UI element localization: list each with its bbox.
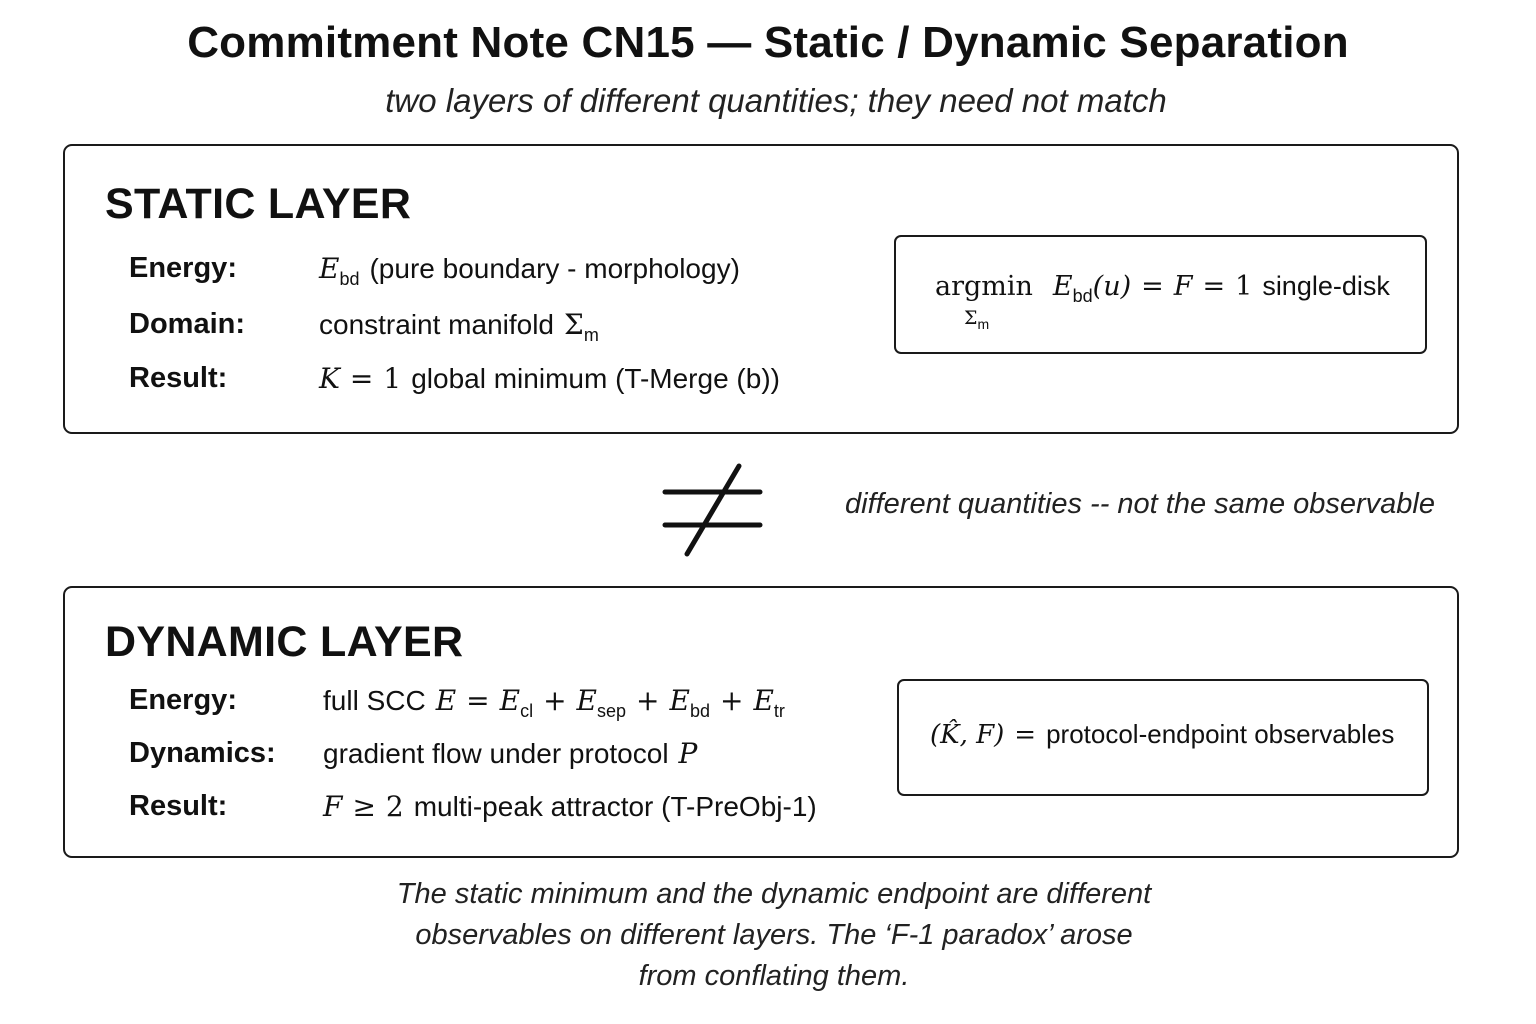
plus-sign: + xyxy=(543,684,567,717)
callout-tuple: (K̂, F) xyxy=(930,720,1005,750)
callout-energy-arg: (u) xyxy=(1092,271,1132,302)
plus-sign: + xyxy=(719,684,744,717)
energy-term-sep: E xyxy=(576,684,597,717)
dynamic-callout-formula xyxy=(930,719,1394,750)
page-subtitle: two layers of different quantities; they need not match xyxy=(385,82,1167,119)
dynamic-dynamics-label: Dynamics: xyxy=(129,737,276,769)
dynamic-result-text: multi-peak attractor (T-PreObj-1) xyxy=(413,791,817,822)
static-result-text: global minimum (T-Merge (b)) xyxy=(411,363,780,394)
dynamic-dynamics-symbol: P xyxy=(678,737,698,770)
dynamic-result-op: ≥ xyxy=(352,790,376,823)
static-domain-sub: m xyxy=(583,325,599,345)
dynamic-layer-panel xyxy=(63,586,1459,858)
footnote-line-3: from conflating them. xyxy=(638,960,910,992)
dynamic-dynamics-value xyxy=(323,737,697,770)
static-domain-label: Domain: xyxy=(129,308,245,340)
energy-term-tr-sub: tr xyxy=(773,701,785,721)
dynamic-result-var: F xyxy=(323,790,343,823)
dynamic-energy-text: full SCC xyxy=(323,685,426,716)
static-layer-panel xyxy=(63,144,1459,434)
callout-var: F xyxy=(1173,271,1193,302)
dynamic-energy-lhs: E xyxy=(435,684,457,717)
callout-energy-symbol: E xyxy=(1052,271,1073,302)
dynamic-result-label: Result: xyxy=(129,790,228,822)
static-callout-box xyxy=(894,235,1427,354)
separator-caption: different quantities -- not the same observable xyxy=(845,488,1435,520)
static-callout-formula xyxy=(935,271,1390,306)
footnote-line-1: The static minimum and the dynamic endpoint are different xyxy=(396,878,1152,910)
dynamic-energy-eq: = xyxy=(466,684,490,717)
plus-sign: + xyxy=(636,684,660,717)
dynamic-dynamics-text: gradient flow under protocol xyxy=(323,738,669,769)
static-energy-symbol: E xyxy=(319,252,340,285)
energy-term-bd: E xyxy=(669,684,690,717)
energy-term-cl: E xyxy=(499,684,521,717)
static-energy-label: Energy: xyxy=(129,252,237,284)
dynamic-result-value xyxy=(323,790,817,823)
callout-observables-text: protocol-endpoint observables xyxy=(1046,719,1395,749)
callout-text: single-disk xyxy=(1262,271,1390,301)
callout-energy-sub: bd xyxy=(1072,286,1093,306)
energy-term-sep-sub: sep xyxy=(597,701,627,721)
energy-term-bd-sub: bd xyxy=(689,701,710,721)
static-result-var: K xyxy=(319,362,340,395)
page-title: Commitment Note CN15 — Static / Dynamic Separation xyxy=(187,18,1349,67)
not-equal-icon xyxy=(660,460,770,560)
callout-eq1: = xyxy=(1141,271,1164,302)
energy-term-cl-sub: cl xyxy=(520,701,534,721)
static-energy-sub: bd xyxy=(339,269,360,289)
callout-eq2: = xyxy=(1202,271,1226,302)
static-energy-value xyxy=(319,252,740,289)
static-result-value xyxy=(319,362,780,395)
callout-val: 1 xyxy=(1235,271,1253,302)
energy-term-tr: E xyxy=(753,684,774,717)
static-energy-text: (pure boundary - morphology) xyxy=(369,253,740,284)
argmin-operator: argmin xyxy=(935,271,1033,302)
static-layer-heading: STATIC LAYER xyxy=(105,180,412,228)
callout-eq: = xyxy=(1014,720,1037,750)
static-result-val: 1 xyxy=(383,362,402,395)
static-result-label: Result: xyxy=(129,362,228,394)
static-domain-text: constraint manifold xyxy=(319,309,555,340)
argmin-subscript: $\Sigma_m$ xyxy=(964,307,990,332)
dynamic-result-val: 2 xyxy=(385,790,404,823)
static-domain-symbol: Σ xyxy=(564,308,584,341)
dynamic-energy-label: Energy: xyxy=(129,684,237,716)
dynamic-layer-heading: DYNAMIC LAYER xyxy=(105,618,464,666)
static-result-op: = xyxy=(349,362,374,395)
footnote-line-2: observables on different layers. The ‘F-1 paradox’ arose xyxy=(415,919,1133,951)
dynamic-callout-box xyxy=(897,679,1429,796)
footnote xyxy=(0,874,1536,997)
static-domain-value xyxy=(319,308,599,345)
dynamic-energy-value xyxy=(323,684,785,721)
